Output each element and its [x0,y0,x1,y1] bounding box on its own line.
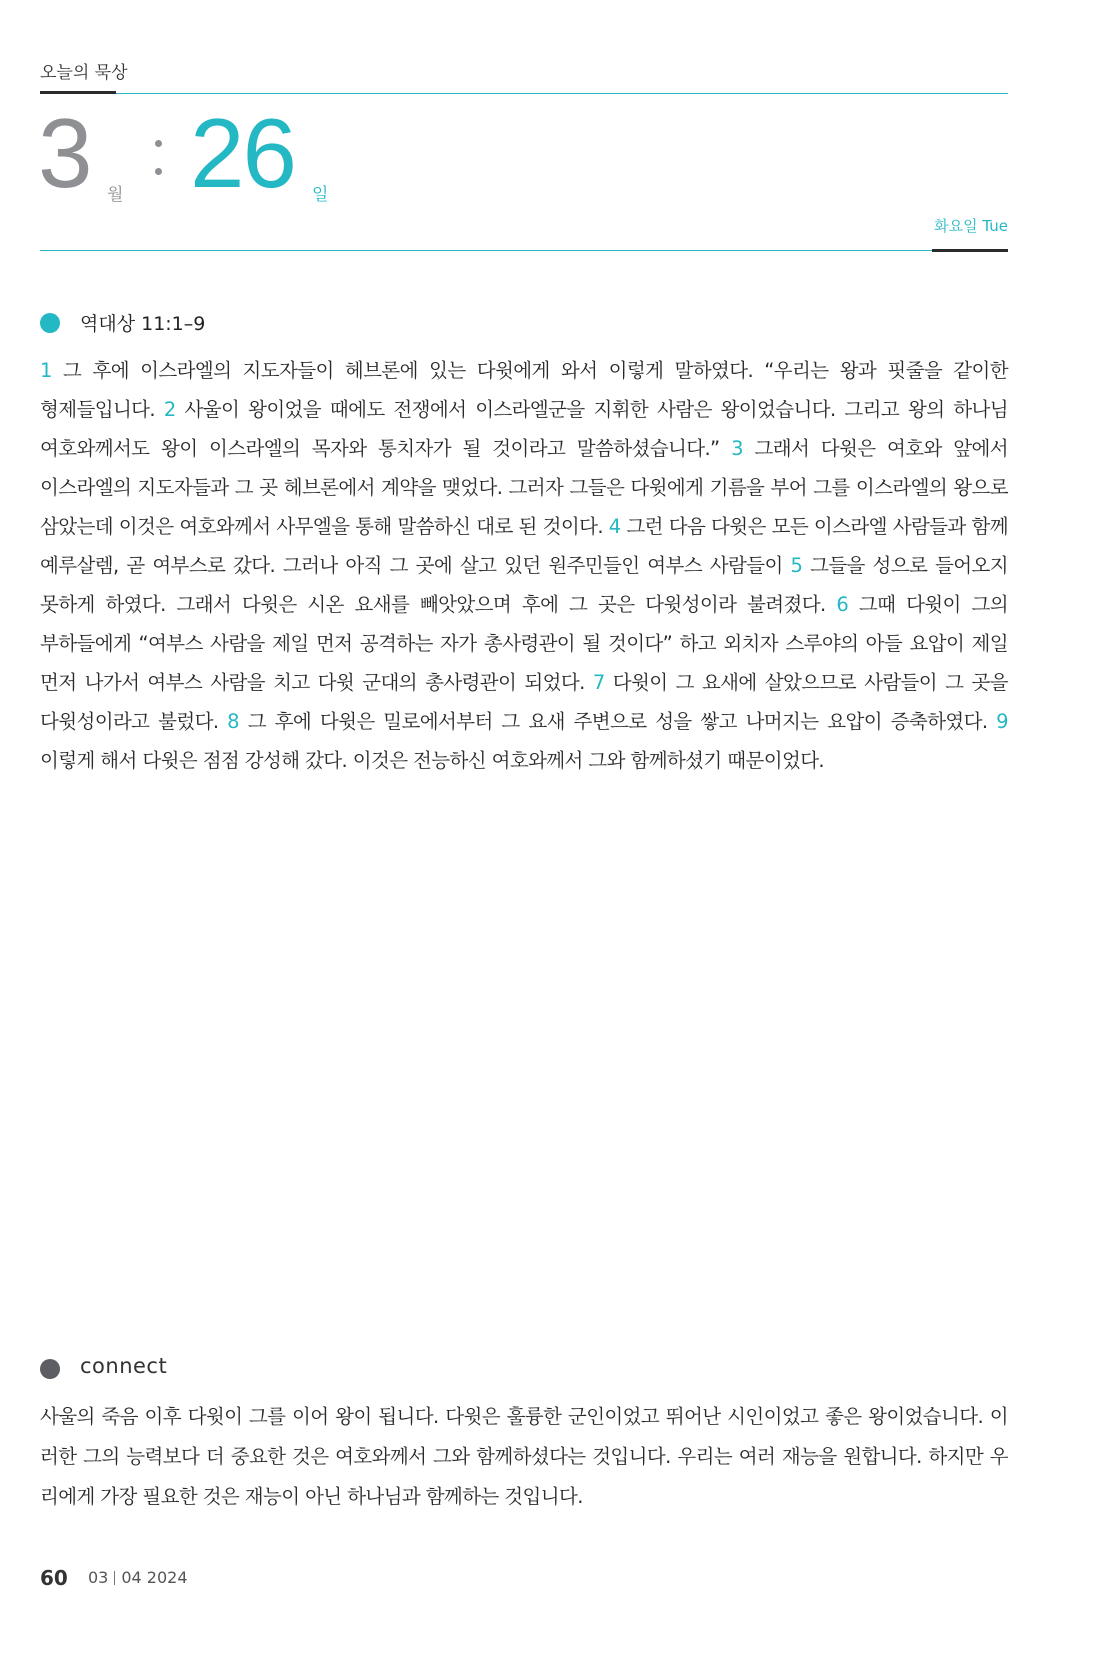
verse-number: 1 [40,359,52,382]
verse-number: 5 [790,554,803,577]
verse-text: 그런 다음 다윗은 모든 이스라엘 사람들과 함께 예루살렘, 곧 여부스로 갔다. 그러나 아직 그 곳에 살고 있던 원주민들인 여부스 사람들이 [40,515,1008,577]
scripture-text [40,351,1008,780]
verse-number: 4 [608,515,621,538]
date-rule [40,250,968,251]
verse-text: 그 후에 이스라엘의 지도자들이 헤브론에 있는 다윗에게 와서 이렇게 말하였다. “우리는 왕과 핏줄을 같이한 형제들입니다. [40,359,1008,421]
verse-text: 다윗이 그 요새에 살았으므로 사람들이 그 곳을 다윗성이라고 불렀다. [40,671,1008,733]
connect-title: connect [80,1354,168,1378]
date-colon [155,140,163,196]
issue-separator [114,1571,115,1585]
issue-month: 03 [88,1568,109,1587]
verse-number: 3 [731,437,743,460]
verse-number: 8 [227,710,239,733]
connect-bullet-icon [40,1359,60,1379]
scripture-title: 역대상 11:1–9 [80,313,206,335]
section-label: 오늘의 묵상 [40,63,128,83]
header-rule [116,93,1008,94]
date-month: 3 [38,98,91,208]
date-month-unit: 월 [107,185,124,205]
header-rule-accent [40,91,116,94]
verse-number: 9 [996,710,1008,733]
issue-date [88,1568,188,1587]
issue-month-year: 04 2024 [121,1568,188,1587]
verse-text: 그래서 다윗은 여호와 앞에서 이스라엘의 지도자들과 그 곳 헤브론에서 계약을 맺었다. 그러자 그들은 다윗에게 기름을 부어 그를 이스라엘의 왕으로 삼았는데 이것은 여호와께서 사무엘을 통해 말씀하신 대로 된 것이다. [40,437,1008,538]
date-rule-accent [932,249,1008,252]
verse-number: 7 [592,671,605,694]
page-number: 60 [40,1566,68,1590]
verse-text: 이렇게 해서 다윗은 점점 강성해 갔다. 이것은 전능하신 여호와께서 그와 함께하셨기 때문이었다. [40,749,825,772]
verse-number: 2 [163,398,176,421]
verse-number: 6 [836,593,849,616]
date-day-unit: 일 [312,185,329,205]
weekday: 화요일 Tue [934,217,1008,235]
scripture-bullet-icon [40,313,60,333]
verse-text: 사울이 왕이었을 때에도 전쟁에서 이스라엘군을 지휘한 사람은 왕이었습니다. 그리고 왕의 하나님 여호와께서도 왕이 이스라엘의 목자와 통치자가 될 것이라고 말씀하셨습니다.” [40,398,1008,460]
verse-text: 그 후에 다윗은 밀로에서부터 그 요새 주변으로 성을 쌓고 나머지는 요압이 증축하였다. [247,710,988,733]
date-day: 26 [190,98,296,208]
verse-text: 그들을 성으로 들어오지 못하게 하였다. 그래서 다윗은 시온 요새를 빼앗았으며 후에 그 곳은 다윗성이라 불려졌다. [40,554,1008,616]
verse-text: 그때 다윗이 그의 부하들에게 “여부스 사람을 제일 먼저 공격하는 자가 총사령관이 될 것이다” 하고 외치자 스루야의 아들 요압이 제일 먼저 나가서 여부스 사람을 치고 다윗 군대의 총사령관이 되었다. [40,593,1008,694]
connect-text: 사울의 죽음 이후 다윗이 그를 이어 왕이 됩니다. 다윗은 훌륭한 군인이었고 뛰어난 시인이었고 좋은 왕이었습니다. 이러한 그의 능력보다 더 중요한 것은 여호와께서 그와 함께하셨다는 것입니다. 우리는 여러 재능을 원합니다. 하지만 우리에게 가장 필요한 것은 재능이 아닌 하나님과 함께하는 것입니다. [40,1405,1008,1508]
